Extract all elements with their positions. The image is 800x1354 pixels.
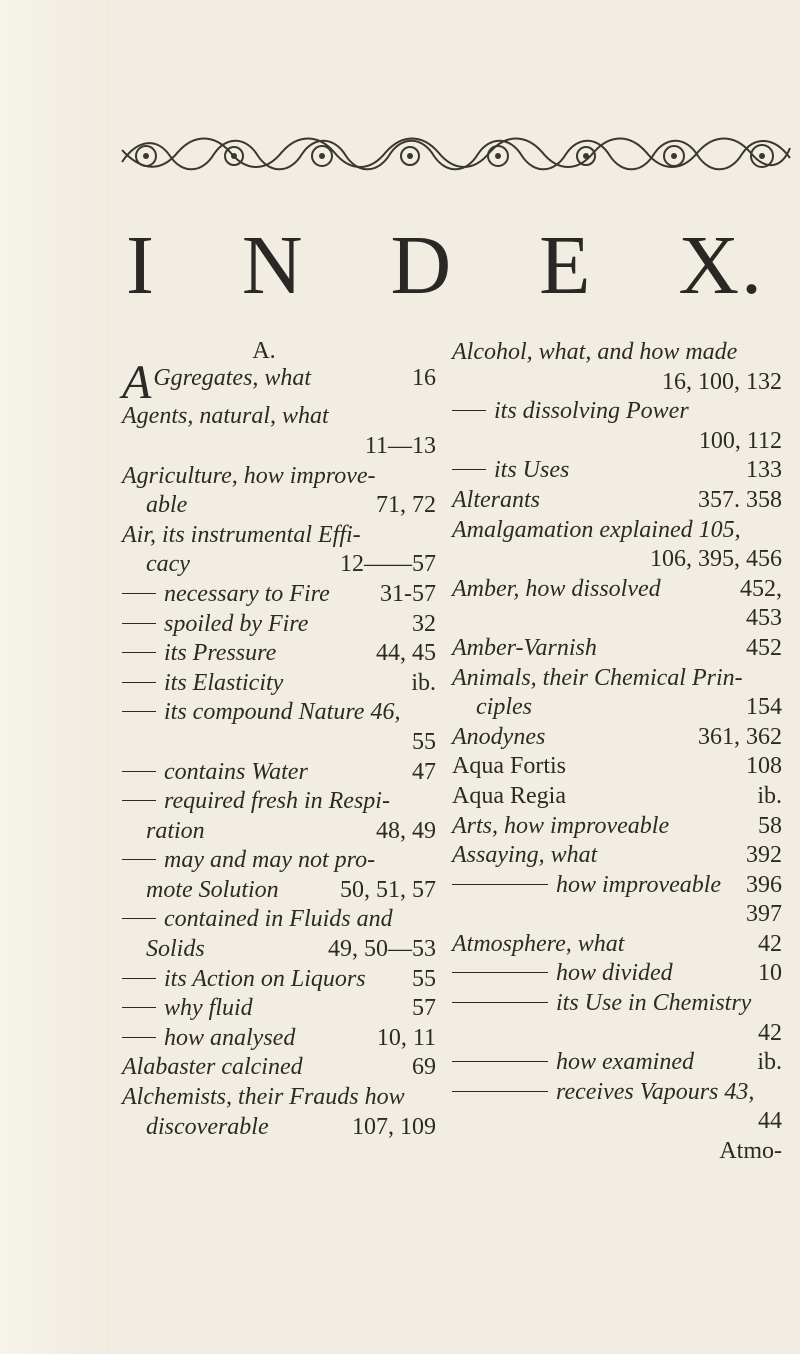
index-entry (122, 994, 436, 1024)
index-entry (122, 639, 436, 669)
page-reference: 396 (746, 871, 782, 898)
index-entry (452, 989, 782, 1048)
ditto-dash (452, 884, 548, 885)
entry-continuation (452, 1019, 782, 1049)
entry-line (122, 1053, 436, 1083)
entry-continuation (452, 693, 782, 723)
entry-line (122, 846, 436, 876)
entry-term: its Uses (452, 456, 569, 486)
entry-term: how analysed (122, 1024, 295, 1054)
index-entry (452, 871, 782, 930)
ditto-dash (122, 1007, 156, 1008)
page-reference: 452 (746, 634, 782, 661)
entry-term: necessary to Fire (122, 580, 330, 610)
entry-line (122, 1083, 436, 1113)
entry-line (452, 871, 782, 901)
entry-line (452, 752, 782, 782)
entry-line (122, 669, 436, 699)
entry-line (122, 580, 436, 610)
index-title (118, 218, 794, 312)
entry-line (122, 356, 436, 409)
ditto-dash (122, 918, 156, 919)
entry-continuation (452, 427, 782, 457)
entry-line (452, 959, 782, 989)
entry-line (452, 486, 782, 516)
page-reference: 48, 49 (376, 817, 436, 844)
title-letter: X. (678, 219, 764, 312)
page-reference: 154 (746, 694, 782, 721)
ditto-dash (452, 1002, 548, 1003)
page-reference: 44 (758, 1108, 782, 1135)
entry-continuation (122, 432, 436, 462)
ditto-dash (122, 711, 156, 712)
entry-continuation (122, 935, 436, 965)
entry-term: Amalgamation explained 105, (452, 516, 741, 543)
entry-line (452, 723, 782, 753)
title-letter: N (241, 219, 305, 312)
index-entry (452, 397, 782, 456)
section-letter-heading: A. (252, 338, 276, 364)
entry-term: discoverable (146, 1113, 269, 1140)
ornament-band (118, 128, 794, 184)
ditto-dash (122, 978, 156, 979)
index-entry (122, 580, 436, 610)
index-entry (452, 456, 782, 486)
entry-continuation (452, 545, 782, 575)
entry-line (122, 905, 436, 935)
entry-line (452, 456, 782, 486)
title-letter: I (126, 219, 156, 312)
page-reference: 58 (758, 812, 782, 839)
entry-continuation (452, 368, 782, 398)
entry-term: Aqua Fortis (452, 753, 566, 780)
entry-term: how examined (452, 1048, 694, 1078)
entry-term: Aqua Regia (452, 782, 566, 809)
page-reference: 16 (412, 365, 436, 391)
index-entry (452, 516, 782, 575)
ditto-dash (122, 859, 156, 860)
entry-line (452, 1048, 782, 1078)
entry-line (452, 575, 782, 605)
index-entry (452, 486, 782, 516)
ditto-dash (452, 469, 486, 470)
ditto-dash (122, 623, 156, 624)
entry-line (452, 1137, 782, 1167)
entry-continuation (452, 900, 782, 930)
entry-term: Solids (146, 936, 205, 963)
page-reference: 133 (746, 457, 782, 484)
ditto-dash (452, 1091, 548, 1092)
page-reference: 397 (746, 901, 782, 928)
page-reference: 32 (412, 610, 436, 637)
index-entry (452, 752, 782, 782)
page-reference: 55 (412, 965, 436, 992)
ditto-dash (122, 800, 156, 801)
entry-term: Alchemists, their Frauds how (122, 1084, 405, 1111)
index-entry (452, 959, 782, 989)
page-reference: 31-57 (380, 580, 436, 607)
page-reference: ib. (411, 669, 436, 696)
page-reference: 108 (746, 753, 782, 780)
index-column-left (122, 338, 436, 1142)
index-entry (452, 723, 782, 753)
ditto-dash (122, 652, 156, 653)
index-entry (452, 812, 782, 842)
page-reference: 11—13 (364, 432, 436, 459)
index-entry (122, 669, 436, 699)
index-entry (122, 698, 436, 757)
page-reference: 42 (758, 930, 782, 957)
entry-continuation (122, 1113, 436, 1143)
entry-term: cacy (146, 551, 190, 578)
entry-term: its Elasticity (122, 669, 283, 699)
entry-line (122, 521, 436, 551)
entry-term: Agriculture, how improve- (122, 462, 376, 489)
page-reference: 100, 112 (698, 427, 782, 454)
entry-line (122, 402, 436, 432)
entry-term: how divided (452, 959, 673, 989)
index-entry (452, 575, 782, 634)
page-margin (0, 0, 110, 1354)
entry-term: ration (146, 817, 205, 844)
entry-term: Assaying, what (452, 842, 598, 869)
page-reference: 10 (758, 960, 782, 987)
entry-term: Arts, how improveable (452, 812, 670, 839)
entry-term: may and may not pro- (122, 846, 375, 876)
index-entry (452, 338, 782, 397)
entry-term: Amber, how dissolved (452, 575, 661, 602)
entry-term: ciples (476, 694, 532, 721)
index-entry (122, 1083, 436, 1142)
page-reference: 69 (412, 1054, 436, 1081)
page-reference: ib. (757, 1049, 782, 1076)
entry-term: Alterants (452, 486, 540, 513)
entry-term: Air, its instrumental Effi- (122, 521, 361, 548)
page-reference: 57 (412, 995, 436, 1022)
entry-continuation (452, 1107, 782, 1137)
ditto-dash (122, 1037, 156, 1038)
title-letter: D (390, 219, 454, 312)
entry-line (452, 989, 782, 1019)
entry-term: Anodynes (452, 723, 546, 750)
entry-line (122, 994, 436, 1024)
entry-line (122, 965, 436, 995)
index-entry (122, 521, 436, 580)
page-reference: 71, 72 (376, 492, 436, 519)
index-entry (122, 905, 436, 964)
drop-cap: A (122, 356, 152, 409)
ditto-dash (452, 972, 548, 973)
entry-continuation (122, 876, 436, 906)
index-entry (452, 841, 782, 871)
page-reference: 47 (412, 758, 436, 785)
entry-term: contains Water (122, 758, 308, 788)
entry-line (452, 782, 782, 812)
page-reference: 50, 51, 57 (340, 876, 436, 903)
entry-line (452, 397, 782, 427)
entry-term: Atmosphere, what (452, 930, 625, 957)
index-entry (122, 462, 436, 521)
entry-term: spoiled by Fire (122, 610, 308, 640)
index-entry (122, 1053, 436, 1083)
page-reference: 44, 45 (376, 640, 436, 667)
page-reference: 49, 50—53 (328, 936, 436, 963)
page-reference: 361, 362 (698, 723, 782, 750)
page-reference: 453 (746, 605, 782, 632)
ditto-dash (452, 410, 486, 411)
page-reference: 107, 109 (352, 1113, 436, 1140)
entry-term: its dissolving Power (452, 397, 689, 427)
entry-line (122, 758, 436, 788)
entry-continuation (122, 728, 436, 758)
catchword: Atmo- (719, 1138, 782, 1165)
entry-line (452, 812, 782, 842)
entry-continuation (122, 550, 436, 580)
entry-continuation (122, 817, 436, 847)
index-entry (122, 610, 436, 640)
page-reference: 452, (740, 575, 782, 602)
page-reference: 10, 11 (376, 1024, 436, 1051)
index-column-right (452, 338, 782, 1167)
index-entry (122, 846, 436, 905)
entry-line (452, 664, 782, 694)
entry-term: required fresh in Respi- (122, 787, 390, 817)
page-reference: 55 (412, 728, 436, 755)
entry-line (122, 639, 436, 669)
ditto-dash (122, 682, 156, 683)
page-reference: 16, 100, 132 (662, 368, 782, 395)
ditto-dash (452, 1061, 548, 1062)
entry-term: able (146, 492, 188, 519)
entry-continuation (452, 604, 782, 634)
index-entry (452, 782, 782, 812)
page-reference: ib. (757, 782, 782, 809)
ditto-dash (122, 771, 156, 772)
index-entry (452, 1078, 782, 1137)
entry-line (122, 610, 436, 640)
entry-line (452, 930, 782, 960)
index-entry (452, 1048, 782, 1078)
index-entry (122, 402, 436, 461)
index-entry (122, 758, 436, 788)
index-entry (452, 664, 782, 723)
page-reference: 12——57 (340, 551, 436, 578)
entry-term: its Pressure (122, 639, 276, 669)
entry-term: its Action on Liquors (122, 965, 366, 995)
page-reference: 392 (746, 842, 782, 869)
index-entry (122, 1024, 436, 1054)
entry-term: mote Solution (146, 876, 279, 903)
index-entry (452, 634, 782, 664)
entry-term: Alcohol, what, and how made (452, 339, 738, 365)
index-entry (122, 965, 436, 995)
entry-term: A Ggregates, what (122, 356, 312, 409)
index-entry (452, 930, 782, 960)
index-entry (122, 356, 436, 409)
title-letter: E (539, 219, 593, 312)
entry-term: Alabaster calcined (122, 1054, 303, 1081)
entry-term: receives Vapours 43, (452, 1078, 754, 1108)
entry-line (452, 1078, 782, 1108)
entry-term: Amber-Varnish (452, 634, 597, 661)
entry-term: how improveable (452, 871, 721, 901)
ditto-dash (122, 593, 156, 594)
entry-line (452, 338, 782, 368)
entry-line (452, 516, 782, 546)
entry-line (452, 634, 782, 664)
entry-line (122, 1024, 436, 1054)
page-reference: 106, 395, 456 (650, 546, 782, 573)
index-entry (122, 787, 436, 846)
entry-term: Agents, natural, what (122, 403, 329, 430)
entry-term: its Use in Chemistry (452, 989, 751, 1019)
entry-line (122, 698, 436, 728)
page-reference: 357. 358 (698, 486, 782, 513)
entry-line (122, 462, 436, 492)
entry-term: Animals, their Chemical Prin- (452, 664, 743, 691)
entry-term: its compound Nature 46, (122, 698, 400, 728)
entry-term: why fluid (122, 994, 253, 1024)
page-reference: 42 (758, 1019, 782, 1046)
entry-line (452, 841, 782, 871)
entry-term: contained in Fluids and (122, 905, 393, 935)
index-entry (452, 1137, 782, 1167)
entry-continuation (122, 491, 436, 521)
entry-line (122, 787, 436, 817)
